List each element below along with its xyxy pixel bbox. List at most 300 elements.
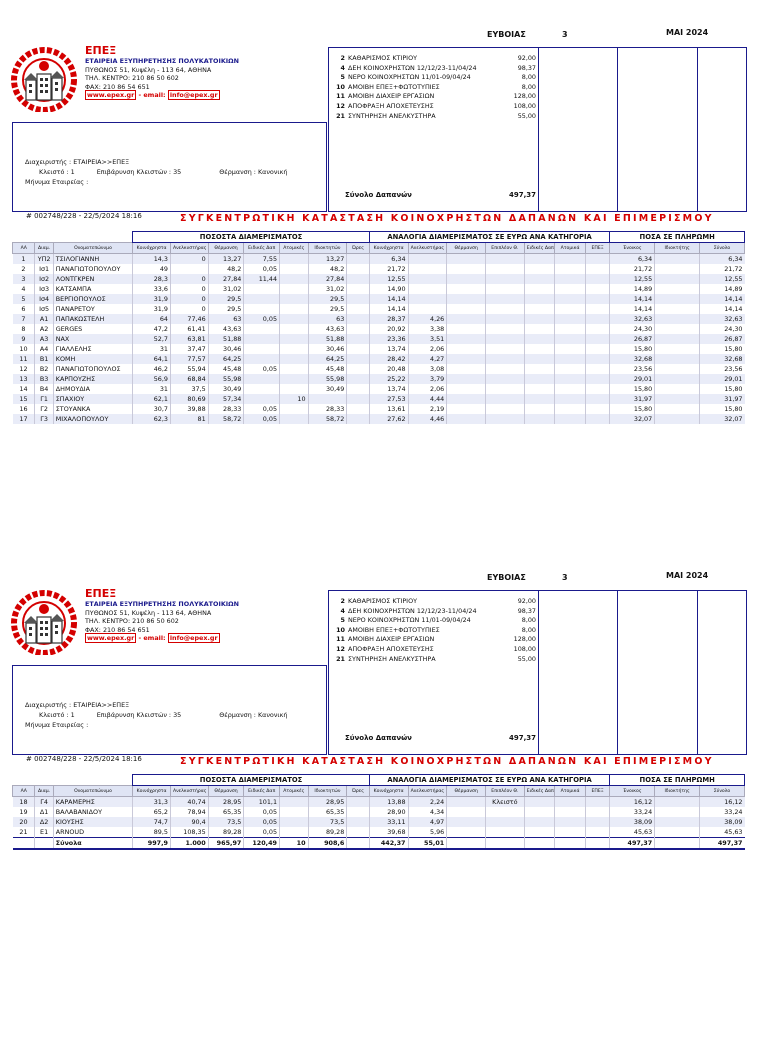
table-cell [555,274,586,284]
column-header: Ατομικές [280,786,309,797]
table-cell: Β2 [35,364,53,374]
table-row [13,404,745,414]
table-cell: 11,44 [244,274,280,284]
column-header: Ανελκυστήρας [170,786,208,797]
company-fax: ΦΑΧ: 210 86 54 651 [85,625,150,634]
company-address: ΠΥΘΩΝΟΣ 51, Κυψέλη - 113 64, ΑΘΗΝΑ [85,608,212,617]
table-cell: 29,5 [308,304,347,314]
column-header: Κοινόχρηστα [369,786,408,797]
table-cell: 0,05 [244,404,280,414]
company-full-name: ΕΤΑΙΡΕΙΑ ΕΞΥΠΗΡΕΤΗΣΗΣ ΠΟΛΥΚΑΤΟΙΚΙΩΝ [85,57,239,65]
table-cell [347,364,370,374]
table-cell [555,364,586,374]
table-cell [280,364,309,374]
column-header: Ανελκυστήρας [408,243,447,254]
table-cell: ΠΑΝΑΡΕΤΟΥ [53,304,133,314]
column-header: Ανελκυστήρας [408,786,447,797]
table-cell: 13,74 [369,344,408,354]
table-cell [244,354,280,364]
expense-item [331,607,536,617]
table-cell: 24,30 [700,324,745,334]
table-cell: 61,41 [170,324,208,334]
table-cell [447,324,486,334]
table-row [13,324,745,334]
table-cell: 14,14 [700,294,745,304]
column-header: Ειδικές Δαπ [524,243,555,254]
column-header: Ειδικές Δαπ [244,243,280,254]
table-cell [585,334,609,344]
heating-mode: Θέρμανση : Κανονική [219,168,288,176]
table-cell: ΚΑΤΣΑΜΠΑ [53,284,133,294]
table-cell: 65,35 [308,807,347,817]
table-cell: 4,46 [408,414,447,424]
company-links [85,91,325,100]
table-cell: 13,74 [369,384,408,394]
column-header: Ιδιοκτητών [308,786,347,797]
table-cell: 10 [19,345,28,353]
expense-item [331,616,536,626]
company-message: Μήνυμα Εταιρείας : [25,178,89,186]
table-cell: 62,1 [133,394,171,404]
table-cell: 15,80 [610,344,655,354]
table-cell: 31,97 [610,394,655,404]
expense-amount: 8,00 [521,82,536,91]
table-cell [524,284,555,294]
total-cell: 120,49 [244,838,280,850]
table-cell: 24,30 [610,324,655,334]
table-cell [485,414,524,424]
table-cell: ΒΑΛΑΒΑΝΙΔΟΥ [53,807,133,817]
table-cell: 30,49 [308,384,347,394]
group-header: ΠΟΣΑ ΣΕ ΠΛΗΡΩΜΗ [610,232,745,243]
table-cell: ΣΠΑΧΙΟΥ [53,394,133,404]
expense-label: ΔΕΗ ΚΟΙΝΟΧΡΗΣΤΩΝ 12/12/23-11/04/24 [348,606,477,615]
table-row [13,374,745,384]
closed-count: Κλειστό : 1 [39,168,75,176]
email-link[interactable]: info@epex.gr [169,91,218,100]
expense-code: 5 [340,616,345,625]
total-cell [13,838,35,850]
table-cell: 20,48 [369,364,408,374]
table-cell [280,294,309,304]
table-cell: 27,53 [369,394,408,404]
table-cell: ΔΗΜΟΥΔΙΑ [53,384,133,394]
column-header: Διαμ. [35,786,53,797]
table-cell: 51,88 [208,334,244,344]
table-cell: Γ1 [35,394,53,404]
company-full-name: ΕΤΑΙΡΕΙΑ ΕΞΥΠΗΡΕΤΗΣΗΣ ΠΟΛΥΚΑΤΟΙΚΙΩΝ [85,600,239,608]
table-cell [485,374,524,384]
table-cell: 28,95 [208,797,244,808]
table-cell: 3,79 [408,374,447,384]
table-cell: 52,7 [133,334,171,344]
table-cell: 26,87 [700,334,745,344]
table-cell [447,797,486,808]
table-cell: 5 [13,294,35,304]
table-cell: 30,49 [208,384,244,394]
table-cell [555,304,586,314]
table-cell: 6,34 [610,254,655,265]
table-cell [408,294,447,304]
column-header: Θέρμανση [208,786,244,797]
expense-code: 2 [340,597,345,605]
table-cell [524,807,555,817]
table-cell [408,254,447,265]
table-cell [280,334,309,344]
table-cell: 0,05 [244,414,280,424]
table-cell [170,264,208,274]
table-cell [524,254,555,265]
table-cell: 31,97 [700,394,745,404]
table-cell: 33,24 [700,807,745,817]
table-cell: 28,37 [369,314,408,324]
table-cell [585,817,609,827]
table-cell: 31,3 [133,797,171,808]
closed-count: Κλειστό : 1 [39,711,75,719]
table-cell [447,374,486,384]
expense-label: ΑΠΟΦΡΑΞΗ ΑΠΟΧΕΤΕΥΣΗΣ [348,644,434,653]
table-cell [555,817,586,827]
table-cell: ΥΠ2 [35,254,53,265]
expense-amount: 108,00 [513,101,536,110]
table-cell [524,827,555,838]
group-header-spacer [13,775,133,786]
total-cell [447,838,486,850]
table-cell: 29,5 [208,304,244,314]
closed-surcharge: Επιβάρυνση Κλειστών : 35 [96,711,182,719]
table-cell: 80,69 [170,394,208,404]
table-cell: 29,5 [208,294,244,304]
column-header: ΑΑ [13,243,35,254]
table-cell: 7,55 [244,254,280,265]
group-header-row [13,775,745,786]
table-cell: 32,68 [610,354,655,364]
admin-box [12,122,327,212]
table-cell: 17 [13,414,35,424]
table-cell [280,384,309,394]
table-cell: ΠΑΝΑΓΙΩΤΟΠΟΥΛΟΣ [53,364,133,374]
table-cell: 32,07 [700,414,745,424]
table-cell [485,807,524,817]
table-cell: 40,74 [170,797,208,808]
table-cell [585,414,609,424]
table-cell: 2,06 [408,384,447,394]
table-row [13,384,745,394]
table-cell [347,374,370,384]
table-cell: 47,2 [133,324,171,334]
table-cell [524,314,555,324]
website-link[interactable]: www.epex.gr [87,634,135,643]
group-header: ΠΟΣΟΣΤΑ ΔΙΑΜΕΡΙΣΜΑΤΟΣ [133,775,370,786]
company-links [85,634,325,643]
table-cell [555,414,586,424]
table-cell [244,324,280,334]
table-cell: 2,24 [408,797,447,808]
table-cell: 2,19 [408,404,447,414]
table-cell: Δ1 [35,807,53,817]
table-cell [347,394,370,404]
table-cell: 64,25 [208,354,244,364]
table-cell [244,374,280,384]
table-cell: 25,22 [369,374,408,384]
table-cell [655,284,700,294]
expenses-total-row [345,734,536,742]
table-cell: 3,08 [408,364,447,374]
expense-item [331,655,536,665]
table-cell: 45,63 [610,827,655,838]
summary-title: ΣΥΓΚΕΝΤΡΩΤΙΚΗ ΚΑΤΑΣΤΑΣΗ ΚΟΙΝΟΧΡΗΣΤΩΝ ΔΑΠΑΝΩΝ ΚΑΙ ΕΠΙΜΕΡΙΣΜΟΥ [180,756,714,767]
total-cell: 497,37 [610,838,655,850]
expense-label: ΝΕΡΟ ΚΟΙΝΟΧΡΗΣΤΩΝ 11/01-09/04/24 [348,616,471,625]
company-message: Μήνυμα Εταιρείας : [25,721,89,729]
table-cell: 14,14 [369,294,408,304]
table-cell: 30,7 [133,404,171,414]
table-cell: 3 [13,274,35,284]
expense-item [331,73,536,83]
group-header-spacer [13,232,133,243]
table-cell [447,264,486,274]
table-cell: Β3 [35,374,53,384]
table-cell [347,827,370,838]
table-row [13,304,745,314]
table-cell: 0,05 [244,807,280,817]
total-cell [555,838,586,850]
table-cell [655,404,700,414]
table-row [13,284,745,294]
expense-item [331,635,536,645]
table-cell [447,304,486,314]
table-cell [347,294,370,304]
table-cell [447,364,486,374]
column-header: Ειδικές Δαπ [244,786,280,797]
column-header: Ατομικά [555,243,586,254]
expense-amount: 92,00 [517,597,536,605]
table-cell: 4,26 [408,314,447,324]
table-cell: 12,55 [610,274,655,284]
table-cell: 27,84 [308,274,347,284]
website-link[interactable]: www.epex.gr [87,91,135,100]
column-header: Θέρμανση [208,243,244,254]
table-cell: 77,46 [170,314,208,324]
table-cell: 101,1 [244,797,280,808]
table-cell [524,354,555,364]
table-cell: 55,98 [308,374,347,384]
table-cell: 16 [19,405,28,413]
table-cell [280,797,309,808]
table-cell: Ισ1 [35,264,53,274]
expenses-total-value: 497,37 [508,734,536,742]
table-cell: ΜΙΧΑΛΟΠΟΥΛΟΥ [53,414,133,424]
table-cell [555,797,586,808]
table-cell: ΠΑΠΑΚΩΣΤΕΛΗ [53,314,133,324]
period: ΜΑΙ 2024 [666,571,709,580]
table-cell [585,404,609,414]
table-cell: 81 [170,414,208,424]
expense-code: 5 [340,73,345,82]
column-header-row [13,243,745,254]
table-cell [244,284,280,294]
table-row [13,274,745,284]
table-cell [555,807,586,817]
table-cell: 15,80 [610,404,655,414]
table-cell [655,817,700,827]
expense-item [331,83,536,93]
email-link[interactable]: info@epex.gr [169,634,218,643]
table-cell: 0,05 [244,827,280,838]
expense-code: 21 [336,111,345,120]
table-cell [244,394,280,404]
table-cell: 21,72 [369,264,408,274]
table-cell [485,827,524,838]
table-cell [585,344,609,354]
table-cell [447,344,486,354]
column-header: ΕΠΕΞ [585,786,609,797]
table-cell: 0 [170,284,208,294]
table-cell: Α3 [35,334,53,344]
total-cell [485,838,524,850]
table-cell [655,364,700,374]
table-cell [447,827,486,838]
table-cell [585,304,609,314]
expenses-total-label: Σύνολο Δαπανών [345,191,412,199]
table-cell [280,374,309,384]
expense-item [331,112,536,122]
table-cell [347,414,370,424]
group-header: ΠΟΣΑ ΣΕ ΠΛΗΡΩΜΗ [610,775,745,786]
table-cell [280,284,309,294]
expenses-total-label: Σύνολο Δαπανών [345,734,412,742]
building-number: 3 [562,573,568,582]
table-cell [447,274,486,284]
expense-code: 11 [336,92,345,101]
table-cell: 62,3 [133,414,171,424]
table-cell: 65,35 [208,807,244,817]
table-cell: 27,62 [369,414,408,424]
table-cell: 4 [21,285,26,293]
column-header: Ένοικος [610,243,655,254]
table-cell: Ισ3 [35,284,53,294]
table-cell [447,807,486,817]
total-cell: 497,37 [700,838,745,850]
table-cell: 58,72 [208,414,244,424]
table-cell: 15,80 [610,384,655,394]
table-cell: 33,11 [369,817,408,827]
building-number: 3 [562,30,568,39]
table-cell: 10 [280,394,309,404]
table-cell [524,274,555,284]
table-row [13,827,745,838]
table-cell: 21 [19,828,28,836]
total-cell [347,838,370,850]
table-cell: 33,6 [133,284,171,294]
table-cell [585,294,609,304]
total-cell: 55,01 [408,838,447,850]
table-cell: 31,02 [208,284,244,294]
table-cell [524,404,555,414]
table-row [13,394,745,404]
table-cell: 0 [170,254,208,265]
table-row [13,817,745,827]
table-cell [655,807,700,817]
table-cell: 0,05 [244,264,280,274]
expense-label: ΑΜΟΙΒΗ ΔΙΑΧΕΙΡ ΕΡΓΑΣΙΩΝ [348,635,435,644]
expense-label: ΑΠΟΦΡΑΞΗ ΑΠΟΧΕΤΕΥΣΗΣ [348,101,434,110]
table-cell: ΣΤΟΥΑΝΚΑ [53,404,133,414]
email-label: - email: [136,634,168,643]
expense-item [331,92,536,102]
total-cell [524,838,555,850]
statement-page-2 [0,565,768,1045]
table-cell [655,314,700,324]
table-cell: 6,34 [369,254,408,265]
table-cell [347,274,370,284]
table-cell: 13,27 [308,254,347,265]
table-cell: ΚΑΡΑΜΕΡΗΣ [53,797,133,808]
table-cell [447,294,486,304]
group-header: ΑΝΑΛΟΓΙΑ ΔΙΑΜΕΡΙΣΜΑΤΟΣ ΣΕ ΕΥΡΩ ΑΝΑ ΚΑΤΗΓΟΡΙΑ [369,775,610,786]
table-cell: GERGES [53,324,133,334]
table-cell [524,817,555,827]
table-cell: Ισ5 [35,304,53,314]
table-cell: 0,05 [244,817,280,827]
column-header: ΑΑ [13,786,35,797]
expense-item [331,626,536,636]
table-cell: Γ4 [35,797,53,808]
total-cell: 965,97 [208,838,244,850]
column-header: Επιπλέον Θ. [485,243,524,254]
table-cell [585,274,609,284]
table-cell [447,414,486,424]
total-cell [35,838,53,850]
group-header-row [13,232,745,243]
table-cell [485,404,524,414]
expense-amount: 128,00 [513,92,536,101]
table-cell: 3,38 [408,324,447,334]
table-cell: 28,33 [308,404,347,414]
table-cell: 55,94 [170,364,208,374]
table-cell: 4,27 [408,354,447,364]
table-cell [280,324,309,334]
expenses-box [328,590,747,755]
table-cell [347,354,370,364]
table-cell [280,817,309,827]
column-header: Ιδιοκτήτης [655,786,700,797]
column-header: Κοινόχρηστα [133,786,171,797]
table-cell: 20,92 [369,324,408,334]
expense-amount: 8,00 [521,616,536,625]
table-cell: 77,57 [170,354,208,364]
expense-amount: 108,00 [513,644,536,653]
allocation-table [12,774,745,850]
table-cell: 7 [13,314,35,324]
table-cell: 89,28 [208,827,244,838]
table-cell: 4,44 [408,394,447,404]
table-cell: 43,63 [308,324,347,334]
table-cell: 0 [170,274,208,284]
table-cell [655,414,700,424]
table-cell [447,404,486,414]
table-cell: 14,89 [700,284,745,294]
table-cell [347,807,370,817]
column-header: Διαμ. [35,243,53,254]
table-cell [655,394,700,404]
table-cell [447,384,486,394]
table-cell: Κλειστό [485,797,524,808]
table-cell: Β4 [35,384,53,394]
table-cell: 8 [21,325,26,333]
expense-code: 4 [340,606,345,615]
table-cell: 2,06 [408,344,447,354]
